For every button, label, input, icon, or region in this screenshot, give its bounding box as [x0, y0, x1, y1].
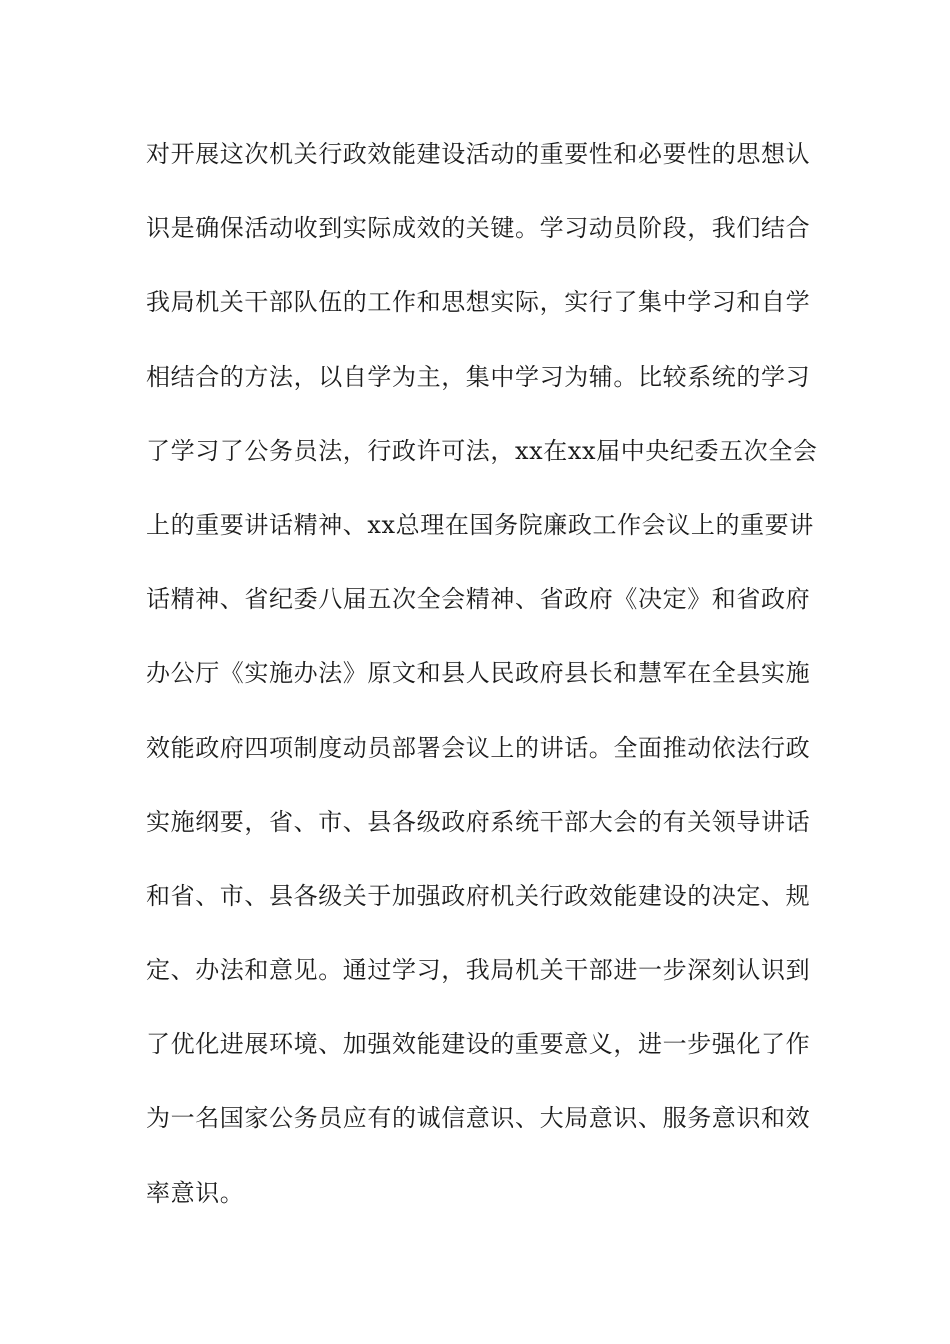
body-paragraph: [146, 130, 816, 1243]
text-line: 上的重要讲话精神、xx总理在国务院廉政工作会议上的重要讲: [146, 510, 814, 539]
text-line: 我局机关干部队伍的工作和思想实际，实行了集中学习和自学: [146, 288, 811, 317]
text-line: 效能政府四项制度动员部署会议上的讲话。全面推动依法行政: [146, 733, 811, 762]
text-line: 了学习了公务员法，行政许可法，xx在xx届中央纪委五次全会: [146, 436, 818, 465]
text-line: 实施纲要，省、市、县各级政府系统干部大会的有关领导讲话: [146, 807, 811, 836]
text-line: 相结合的方法，以自学为主，集中学习为辅。比较系统的学习: [146, 362, 811, 391]
text-line: 定、办法和意见。通过学习，我局机关干部进一步深刻认识到: [146, 956, 811, 985]
text-line: 识是确保活动收到实际成效的关键。学习动员阶段，我们结合: [146, 214, 811, 243]
text-line: 对开展这次机关行政效能建设活动的重要性和必要性的思想认: [146, 140, 811, 168]
text-line: 和省、市、县各级关于加强政府机关行政效能建设的决定、规: [146, 881, 811, 910]
text-line: 为一名国家公务员应有的诚信意识、大局意识、服务意识和效: [146, 1104, 811, 1133]
text-line: 率意识。: [146, 1178, 245, 1207]
text-line: 话精神、省纪委八届五次全会精神、省政府《决定》和省政府: [146, 585, 811, 614]
text-line: 办公厅《实施办法》原文和县人民政府县长和慧军在全县实施: [146, 659, 811, 688]
text-line: 了优化进展环境、加强效能建设的重要意义，进一步强化了作: [146, 1030, 811, 1059]
